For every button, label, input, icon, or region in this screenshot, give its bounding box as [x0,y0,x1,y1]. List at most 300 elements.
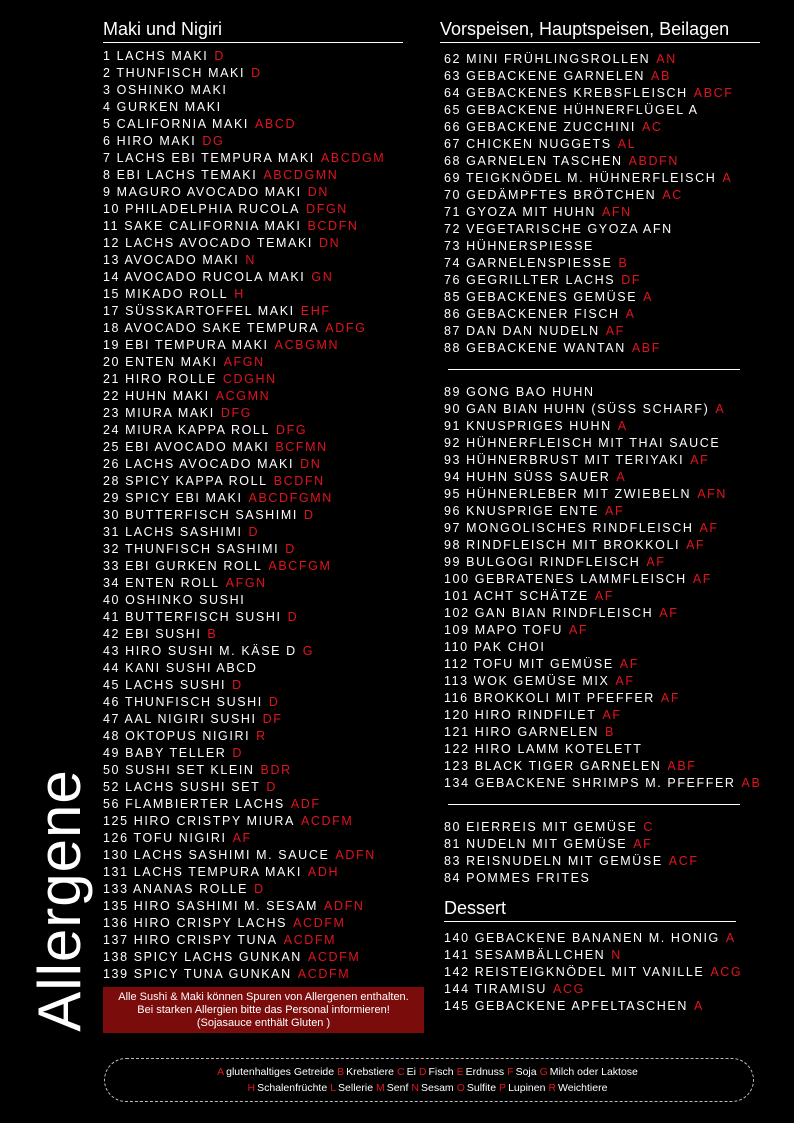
allergen-codes: G [302,644,315,658]
legend-label: Soja [515,1066,537,1078]
menu-item [103,592,403,609]
menu-item-name: 97 MONGOLISCHES RINDFLEISCH [444,521,694,535]
menu-item-name: 48 OKTOPUS NIGIRI [103,729,251,743]
menu-item [444,998,760,1015]
allergen-codes: AC [641,120,663,134]
legend-entry [397,1066,416,1078]
allergen-codes: A [725,931,736,945]
menu-item [103,626,403,643]
allergen-codes: AN [656,52,677,66]
legend-key: C [396,1066,405,1078]
allergen-codes: AF [602,708,622,722]
allergen-codes: D [285,542,296,556]
legend-key: N [411,1082,419,1094]
allergen-codes: D [214,49,225,63]
allergen-codes: DG [202,134,225,148]
vertical-title [14,760,104,1040]
menu-item [444,102,760,119]
allergen-codes: ABCDFGMN [248,491,333,505]
menu-item [103,898,403,915]
menu-item [103,694,403,711]
menu-item [444,435,760,452]
menu-item [103,609,403,626]
legend-key: F [507,1066,514,1078]
menu-item-name: 86 GEBACKENER FISCH [444,307,620,321]
menu-item-name: 40 OSHINKO SUSHI [103,593,246,607]
allergen-codes: DF [262,712,283,726]
menu-item-name: 113 WOK GEMÜSE MIX [444,674,610,688]
menu-item [444,51,760,68]
menu-item-name: 112 TOFU MIT GEMÜSE [444,657,614,671]
menu-item-name: 22 HUHN MAKI [103,389,210,403]
dessert-list [444,930,760,1015]
menu-item-name: 92 HÜHNERFLEISCH MIT THAI SAUCE [444,436,721,450]
menu-item-name: 141 SESAMBÄLLCHEN [444,948,606,962]
allergen-codes: AF [594,589,615,603]
allergen-codes: AF [699,521,719,535]
menu-item-name: 71 GYOZA MIT HUHN [444,205,596,219]
menu-item [103,65,403,82]
menu-item [444,622,760,639]
legend-line [105,1064,753,1080]
menu-item-name: 34 ENTEN ROLL [103,576,220,590]
legend-label: glutenhaltiges Getreide [226,1066,335,1078]
menu-item-name: 2 THUNFISCH MAKI [103,66,246,80]
allergen-codes: AF [605,504,625,518]
menu-item-name: 135 HIRO SASHIMI M. SESAM [103,899,319,913]
menu-item [444,656,760,673]
allergen-codes: ACGMN [215,389,271,403]
menu-item [103,796,403,813]
menu-item [444,741,760,758]
allergen-codes: AFN [697,487,727,501]
allergen-codes: A [616,470,627,484]
menu-item [444,469,760,486]
allergen-codes: AF [633,837,653,851]
menu-item-name: 81 NUDELN MIT GEMÜSE [444,837,628,851]
menu-item [103,167,403,184]
allergen-codes: A [722,171,733,185]
allergen-codes: AF [659,606,679,620]
menu-item [444,930,760,947]
allergen-codes: B [207,627,218,641]
maki-nigiri-list [103,48,403,983]
divider [448,804,740,805]
menu-item [444,588,760,605]
menu-item [103,354,403,371]
allergen-codes: GN [311,270,334,284]
menu-item-name: 76 GEGRILLTER LACHS [444,273,616,287]
allergen-codes: ABCDGM [320,151,386,165]
allergen-codes: DFG [220,406,252,420]
menu-item-name: 66 GEBACKENE ZUCCHINI [444,120,636,134]
allergen-codes: AFN [602,205,632,219]
menu-item-name: 138 SPICY LACHS GUNKAN [103,950,302,964]
menu-item-name: 121 HIRO GARNELEN [444,725,600,739]
menu-item [103,269,403,286]
menu-item-name: 125 HIRO CRISTPY MIURA [103,814,295,828]
allergen-codes: DFGN [306,202,348,216]
legend-entry [411,1082,453,1094]
menu-item [103,337,403,354]
menu-item [103,439,403,456]
menu-item [444,964,760,981]
allergen-codes: B [618,256,629,270]
menu-item-name: 95 HÜHNERLEBER MIT ZWIEBELN [444,487,692,501]
menu-item [103,99,403,116]
menu-item [103,558,403,575]
allergen-notice: Alle Sushi & Maki können Spuren von Allergenen enthalten. Bei starken Allergien bitte das Personal informieren! (Sojasauce enthält Gluten ) [103,987,424,1033]
menu-item-name: 10 PHILADELPHIA RUCOLA [103,202,301,216]
menu-item-name: 62 MINI FRÜHLINGSROLLEN [444,52,651,66]
allergen-codes: D [232,746,244,760]
menu-item [444,85,760,102]
allergen-codes: ACDFM [300,814,354,828]
dishes-heading: Vorspeisen, Hauptspeisen, Beilagen [440,18,760,43]
divider [448,369,740,370]
menu-item [103,847,403,864]
menu-item-name: 46 THUNFISCH SUSHI [103,695,263,709]
menu-item-name: 137 HIRO CRISPY TUNA [103,933,278,947]
menu-item [103,303,403,320]
menu-item-name: 72 VEGETARISCHE GYOZA AFN [444,222,673,236]
menu-item [103,745,403,762]
menu-item [103,575,403,592]
menu-item [444,272,760,289]
menu-item [103,473,403,490]
legend-label: Sesam [421,1082,454,1094]
menu-item [444,238,760,255]
allergen-codes: D [251,66,262,80]
menu-item-name: 93 HÜHNERBRUST MIT TERIYAKI [444,453,685,467]
allergen-legend [104,1058,754,1102]
legend-key: O [456,1082,465,1094]
menu-item [444,520,760,537]
menu-item [103,218,403,235]
menu-item-name: 140 GEBACKENE BANANEN M. HONIG [444,931,720,945]
menu-item-name: 21 HIRO ROLLE [103,372,217,386]
allergen-codes: N [245,253,256,267]
menu-item-name: 26 LACHS AVOCADO MAKI [103,457,295,471]
allergen-codes: BCFMN [275,440,328,454]
menu-item-name: 142 REISTEIGKNÖDEL MIT VANILLE [444,965,705,979]
menu-item-name: 110 PAK CHOI [444,640,546,654]
menu-item-name: 1 LACHS MAKI [103,49,209,63]
dessert-heading: Dessert [444,897,736,922]
menu-item-name: 101 ACHT SCHÄTZE [444,589,589,603]
allergen-codes: A [625,307,636,321]
allergen-codes: DN [307,185,329,199]
menu-item [444,340,760,357]
allergen-codes: BCDFN [307,219,359,233]
menu-item [103,881,403,898]
allergen-codes: AB [651,69,671,83]
menu-item-name: 131 LACHS TEMPURA MAKI [103,865,302,879]
legend-label: Milch oder Laktose [549,1066,638,1078]
menu-item-name: 94 HUHN SÜSS SAUER [444,470,611,484]
menu-item [444,119,760,136]
allergen-codes: AL [617,137,637,151]
menu-item [103,490,403,507]
menu-item-name: 24 MIURA KAPPA ROLL [103,423,271,437]
menu-item-name: 68 GARNELEN TASCHEN [444,154,623,168]
maki-nigiri-heading: Maki und Nigiri [103,18,403,43]
starters-list [444,51,760,357]
allergen-codes: AF [692,572,713,586]
menu-item-name: 9 MAGURO AVOCADO MAKI [103,185,302,199]
menu-item [444,306,760,323]
allergen-codes: AB [741,776,762,790]
legend-entry [337,1066,394,1078]
menu-item [444,204,760,221]
menu-item [103,405,403,422]
legend-key: B [337,1066,345,1078]
menu-item-name: 109 MAPO TOFU [444,623,563,637]
legend-label: Schalenfrüchte [257,1082,328,1094]
menu-item-name: 136 HIRO CRISPY LACHS [103,916,288,930]
menu-item [444,836,760,853]
allergen-codes: ADFG [325,321,367,335]
allergen-codes: CDGHN [222,372,277,386]
legend-entry [330,1082,373,1094]
menu-item [103,779,403,796]
allergen-codes: C [643,820,654,834]
menu-item [103,762,403,779]
dishes-column [440,18,760,1015]
allergen-codes: ACDFM [297,967,351,981]
menu-item-name: 67 CHICKEN NUGGETS [444,137,612,151]
menu-item-name: 49 BABY TELLER [103,746,227,760]
menu-item [103,184,403,201]
menu-item [103,507,403,524]
allergen-codes: AF [232,831,252,845]
allergen-codes: AFGN [225,576,267,590]
vertical-title-text: Allergene [25,768,93,1032]
legend-key: M [376,1082,385,1094]
menu-item-name: 83 REISNUDELN MIT GEMÜSE [444,854,663,868]
legend-label: Weichtiere [558,1082,608,1094]
menu-item [103,252,403,269]
menu-item [444,673,760,690]
menu-item-name: 5 CALIFORNIA MAKI [103,117,249,131]
allergen-codes: D [266,780,277,794]
allergen-codes: ABDFN [628,154,679,168]
allergen-codes: AF [615,674,635,688]
menu-item-name: 44 KANI SUSHI ABCD [103,661,258,675]
menu-item [103,728,403,745]
menu-item [103,813,403,830]
menu-item [444,981,760,998]
allergen-codes: D [232,678,243,692]
menu-item-name: 43 HIRO SUSHI M. KÄSE D [103,644,297,658]
menu-item [103,524,403,541]
menu-item [103,286,403,303]
legend-label: Fisch [428,1066,454,1078]
allergen-codes: A [643,290,654,304]
allergen-codes: DN [300,457,322,471]
allergen-codes: ACDFM [283,933,337,947]
allergen-codes: ADF [290,797,321,811]
menu-item [444,853,760,870]
menu-item-name: 80 EIERREIS MIT GEMÜSE [444,820,638,834]
menu-item [103,150,403,167]
menu-item-name: 52 LACHS SUSHI SET [103,780,261,794]
allergen-codes: A [715,402,726,416]
allergen-codes: ABCD [254,117,297,131]
menu-item [103,116,403,133]
allergen-codes: ABCF [693,86,734,100]
menu-item-name: 50 SUSHI SET KLEIN [103,763,255,777]
menu-item [103,966,403,983]
allergen-codes: H [234,287,245,301]
menu-item [444,571,760,588]
menu-item [444,758,760,775]
menu-item [103,643,403,660]
menu-item [444,170,760,187]
allergen-codes: ABCDGMN [263,168,339,182]
allergen-codes: A [694,999,704,1013]
menu-item-name: 120 HIRO RINDFILET [444,708,597,722]
menu-item [103,660,403,677]
menu-item [103,456,403,473]
legend-entry [376,1082,408,1094]
menu-item [444,323,760,340]
legend-entry [548,1082,607,1094]
menu-item-name: 29 SPICY EBI MAKI [103,491,243,505]
menu-item [444,486,760,503]
menu-item-name: 56 FLAMBIERTER LACHS [103,797,285,811]
menu-item-name: 47 AAL NIGIRI SUSHI [103,712,257,726]
menu-item [444,68,760,85]
menu-item [103,82,403,99]
legend-label: Lupinen [508,1082,546,1094]
menu-item-name: 123 BLACK TIGER GARNELEN [444,759,662,773]
allergen-codes: A [617,419,628,433]
menu-item-name: 65 GEBACKENE HÜHNERFLÜGEL A [444,103,699,117]
legend-entry [499,1082,545,1094]
menu-item-name: 70 GEDÄMPFTES BRÖTCHEN [444,188,657,202]
allergen-codes: ABF [667,759,697,773]
menu-item [103,932,403,949]
menu-item-name: 144 TIRAMISU [444,982,548,996]
legend-label: Erdnuss [465,1066,505,1078]
menu-item [444,418,760,435]
menu-item [103,320,403,337]
allergen-codes: B [605,725,615,739]
legend-label: Sellerie [338,1082,374,1094]
menu-item-name: 32 THUNFISCH SASHIMI [103,542,280,556]
legend-entry [457,1066,505,1078]
menu-item [103,371,403,388]
legend-label: Senf [386,1082,409,1094]
allergen-codes: ABF [631,341,661,355]
menu-item-name: 90 GAN BIAN HUHN (SÜSS SCHARF) [444,402,710,416]
menu-item-name: 122 HIRO LAMM KOTELETT [444,742,643,756]
menu-item [444,289,760,306]
menu-item-name: 41 BUTTERFISCH SUSHI [103,610,282,624]
menu-item [444,221,760,238]
menu-item-name: 30 BUTTERFISCH SASHIMI [103,508,298,522]
menu-item-name: 6 HIRO MAKI [103,134,197,148]
menu-item [444,187,760,204]
menu-item-name: 85 GEBACKENES GEMÜSE [444,290,638,304]
allergen-codes: D [254,882,265,896]
menu-item [444,255,760,272]
allergen-codes: DF [621,273,642,287]
allergen-codes: AC [662,188,683,202]
legend-key: P [499,1082,507,1094]
menu-item [444,819,760,836]
menu-item-name: 102 GAN BIAN RINDFLEISCH [444,606,654,620]
allergen-codes: ACDFM [293,916,346,930]
menu-item-name: 7 LACHS EBI TEMPURA MAKI [103,151,315,165]
menu-item-name: 126 TOFU NIGIRI [103,831,227,845]
menu-item-name: 116 BROKKOLI MIT PFEFFER [444,691,655,705]
menu-item-name: 96 KNUSPRIGE ENTE [444,504,600,518]
menu-item-name: 15 MIKADO ROLL [103,287,229,301]
menu-item-name: 4 GURKEN MAKI [103,100,222,114]
legend-key: D [418,1066,427,1078]
menu-item [444,775,760,792]
sides-list [444,819,760,887]
allergen-codes: ADFN [324,899,365,913]
menu-item [444,947,760,964]
legend-line [105,1080,753,1096]
legend-key: R [548,1082,557,1094]
menu-item-name: 74 GARNELENSPIESSE [444,256,613,270]
allergen-codes: D [303,508,315,522]
allergen-codes: R [256,729,267,743]
menu-item [103,915,403,932]
allergen-codes: AF [690,453,710,467]
menu-item-name: 134 GEBACKENE SHRIMPS M. PFEFFER [444,776,736,790]
menu-item [103,711,403,728]
menu-item-name: 18 AVOCADO SAKE TEMPURA [103,321,320,335]
menu-item [103,388,403,405]
legend-key: A [217,1066,225,1078]
legend-entry [217,1066,334,1078]
allergen-codes: ADFN [335,848,376,862]
menu-item-name: 28 SPICY KAPPA ROLL [103,474,268,488]
menu-item [444,639,760,656]
menu-item [103,201,403,218]
menu-item-name: 64 GEBACKENES KREBSFLEISCH [444,86,688,100]
allergen-codes: AF [660,691,681,705]
menu-item-name: 3 OSHINKO MAKI [103,83,228,97]
menu-item-name: 14 AVOCADO RUCOLA MAKI [103,270,306,284]
menu-item-name: 13 AVOCADO MAKI [103,253,240,267]
allergen-codes: D [287,610,299,624]
menu-item [444,554,760,571]
legend-label: Ei [406,1066,416,1078]
menu-item-name: 11 SAKE CALIFORNIA MAKI [103,219,302,233]
allergen-codes: DN [319,236,341,250]
allergen-codes: AF [646,555,666,569]
allergen-codes: ACBGMN [274,338,340,352]
menu-item-name: 42 EBI SUSHI [103,627,202,641]
allergen-codes: ACDFM [307,950,361,964]
allergen-codes: DFG [276,423,308,437]
menu-item [444,537,760,554]
menu-item [103,677,403,694]
menu-item [444,452,760,469]
menu-item [444,384,760,401]
menu-item-name: 23 MIURA MAKI [103,406,215,420]
legend-entry [457,1082,496,1094]
menu-item [444,707,760,724]
menu-item-name: 87 DAN DAN NUDELN [444,324,600,338]
menu-item-name: 33 EBI GURKEN ROLL [103,559,263,573]
